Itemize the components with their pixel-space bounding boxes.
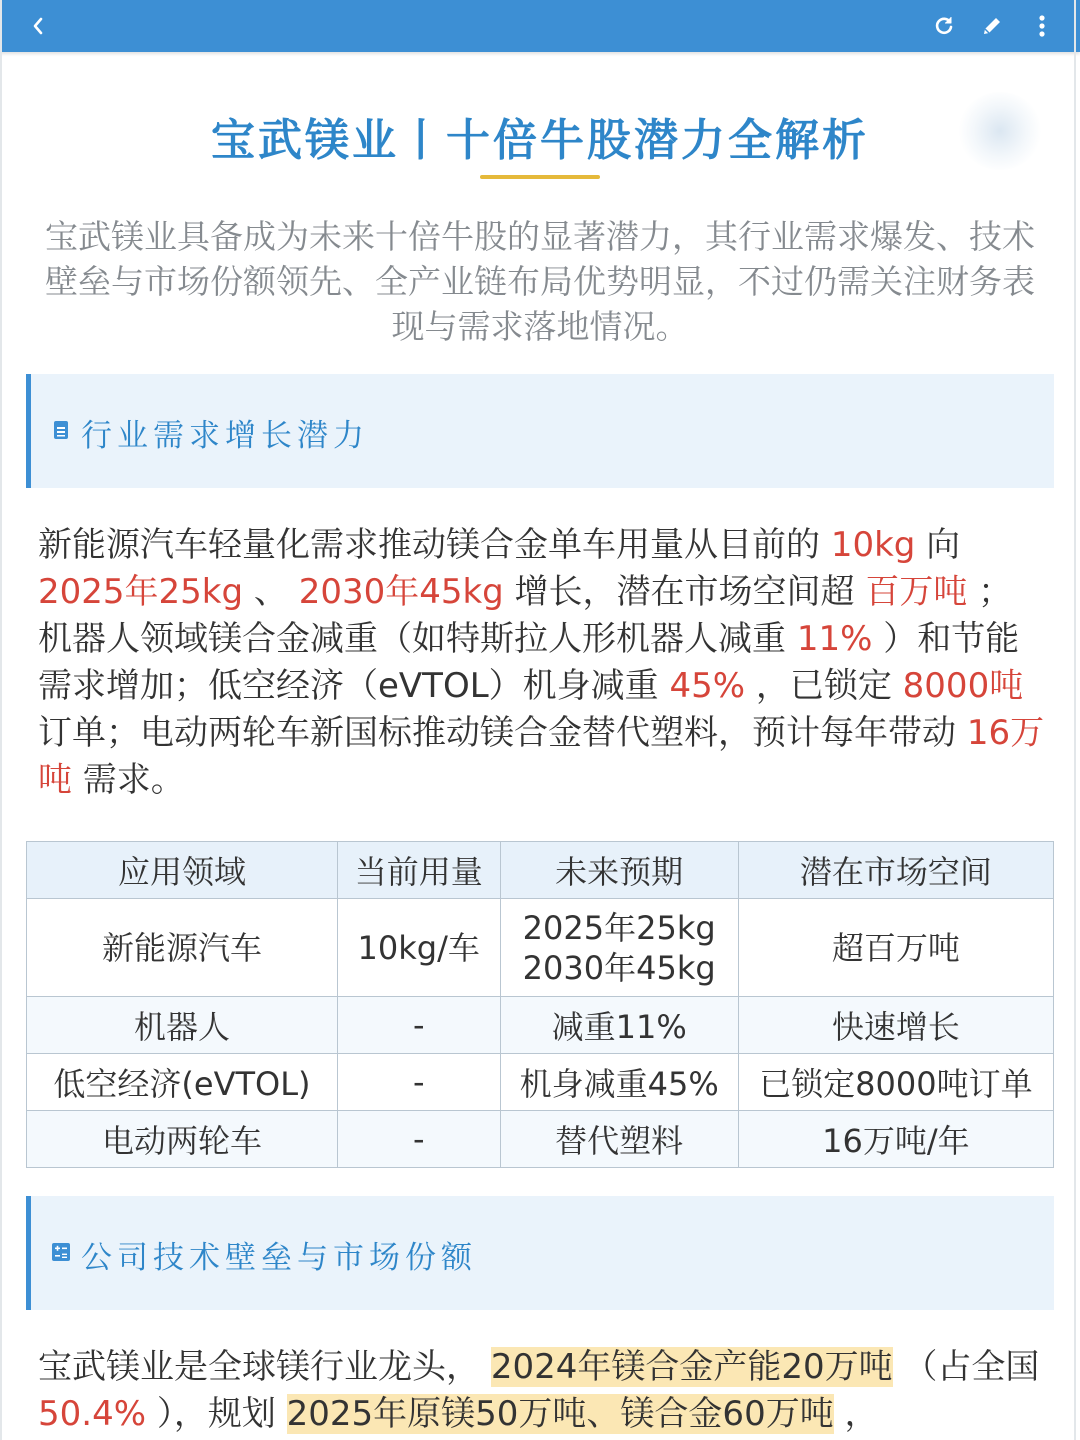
highlight-number: 11% [796, 619, 873, 659]
table-cell: 替代塑料 [500, 1111, 738, 1168]
calculator-icon [49, 1240, 73, 1264]
table-header-row [27, 842, 1054, 899]
highlight-number: 2025年25kg [38, 572, 244, 612]
table-cell: 新能源汽车 [27, 899, 338, 997]
table-cell: 16万吨/年 [738, 1111, 1053, 1168]
highlight-marker: 2024年镁合金产能20万吨 [490, 1347, 893, 1387]
table-row [27, 899, 1054, 997]
table-cell: 低空经济(eVTOL) [27, 1054, 338, 1111]
highlight-number: 16万吨 [38, 713, 1045, 800]
highlight-marker: 2025年原镁50万吨、镁合金60万吨 [286, 1394, 834, 1434]
page-title: 宝武镁业丨十倍牛股潜力全解析 [211, 115, 869, 166]
table-cell: 10kg/车 [337, 899, 500, 997]
application-table [26, 841, 1054, 1168]
back-button[interactable] [22, 10, 54, 42]
paragraph-text: 订单；电动两轮车新国标推动镁合金替代塑料，预计每年带动 [38, 713, 967, 753]
table-row [27, 1111, 1054, 1168]
paragraph-text: ），规划 [146, 1394, 287, 1434]
document-icon [49, 418, 73, 442]
paragraph-text: 向 [915, 525, 961, 565]
section-header-tech-barrier [26, 1196, 1054, 1310]
table-cell: 已锁定8000吨订单 [738, 1054, 1053, 1111]
top-app-bar [0, 0, 1080, 52]
paragraph-text: 宝武镁业是全球镁行业龙头， [38, 1347, 491, 1387]
table-header-cell: 潜在市场空间 [738, 842, 1053, 899]
highlight-number: 8000吨 [902, 666, 1024, 706]
table-header-cell: 应用领域 [27, 842, 338, 899]
table-header-cell: 当前用量 [337, 842, 500, 899]
table-row [27, 1054, 1054, 1111]
highlight-number: 2030年45kg [298, 572, 504, 612]
table-cell: - [337, 1054, 500, 1111]
more-options-button[interactable] [1026, 10, 1058, 42]
intro-paragraph: 宝武镁业具备成为未来十倍牛股的显著潜力，其行业需求爆发、技术壁垒与市场份额领先、全产业链布局优势明显，不过仍需关注财务表现与需求落地情况。 [45, 217, 1035, 346]
paragraph-text: ；机器人领域镁合金减重（如特斯拉人形机器人减重 [38, 572, 1013, 659]
table-cell: 快速增长 [738, 997, 1053, 1054]
paragraph-text: ，已锁定 [745, 666, 903, 706]
table-row [27, 997, 1054, 1054]
paragraph-text: ）和节能需求增加；低空经济（eVTOL）机身减重 [38, 619, 1020, 706]
paragraph-text: 新能源汽车轻量化需求推动镁合金单车用量从目前的 [38, 525, 831, 565]
paragraph-text: ， [833, 1394, 879, 1434]
highlight-number: 45% [669, 666, 746, 706]
refresh-button[interactable] [928, 10, 960, 42]
industry-demand-paragraph [38, 522, 1046, 804]
edit-button[interactable] [976, 10, 1008, 42]
table-cell: 2025年25kg 2030年45kg [500, 899, 738, 997]
table-cell: - [337, 997, 500, 1054]
chevron-left-icon [31, 16, 45, 36]
more-vertical-icon [1038, 14, 1046, 38]
pencil-icon [980, 14, 1004, 38]
table-cell: 机身减重45% [500, 1054, 738, 1111]
section-title: 公司技术壁垒与市场份额 [81, 1240, 477, 1276]
highlight-number: 10kg [830, 525, 916, 565]
table-header-cell: 未来预期 [500, 842, 738, 899]
table-cell: 超百万吨 [738, 899, 1053, 997]
table-cell: 减重11% [500, 997, 738, 1054]
table-cell: 机器人 [27, 997, 338, 1054]
section-title: 行业需求增长潜力 [81, 418, 369, 454]
table-cell: - [337, 1111, 500, 1168]
highlight-number: 50.4% [38, 1394, 147, 1434]
paragraph-text: 需求。 [72, 760, 185, 800]
paragraph-text: （占全国 [892, 1347, 1040, 1387]
tech-barrier-paragraph [38, 1344, 1046, 1438]
title-underline [480, 175, 600, 179]
highlight-number: 百万吨 [865, 572, 968, 612]
section-header-industry-demand [26, 374, 1054, 488]
table-cell: 电动两轮车 [27, 1111, 338, 1168]
refresh-icon [932, 14, 956, 38]
paragraph-text: 、 [243, 572, 299, 612]
paragraph-text: 增长，潜在市场空间超 [503, 572, 866, 612]
